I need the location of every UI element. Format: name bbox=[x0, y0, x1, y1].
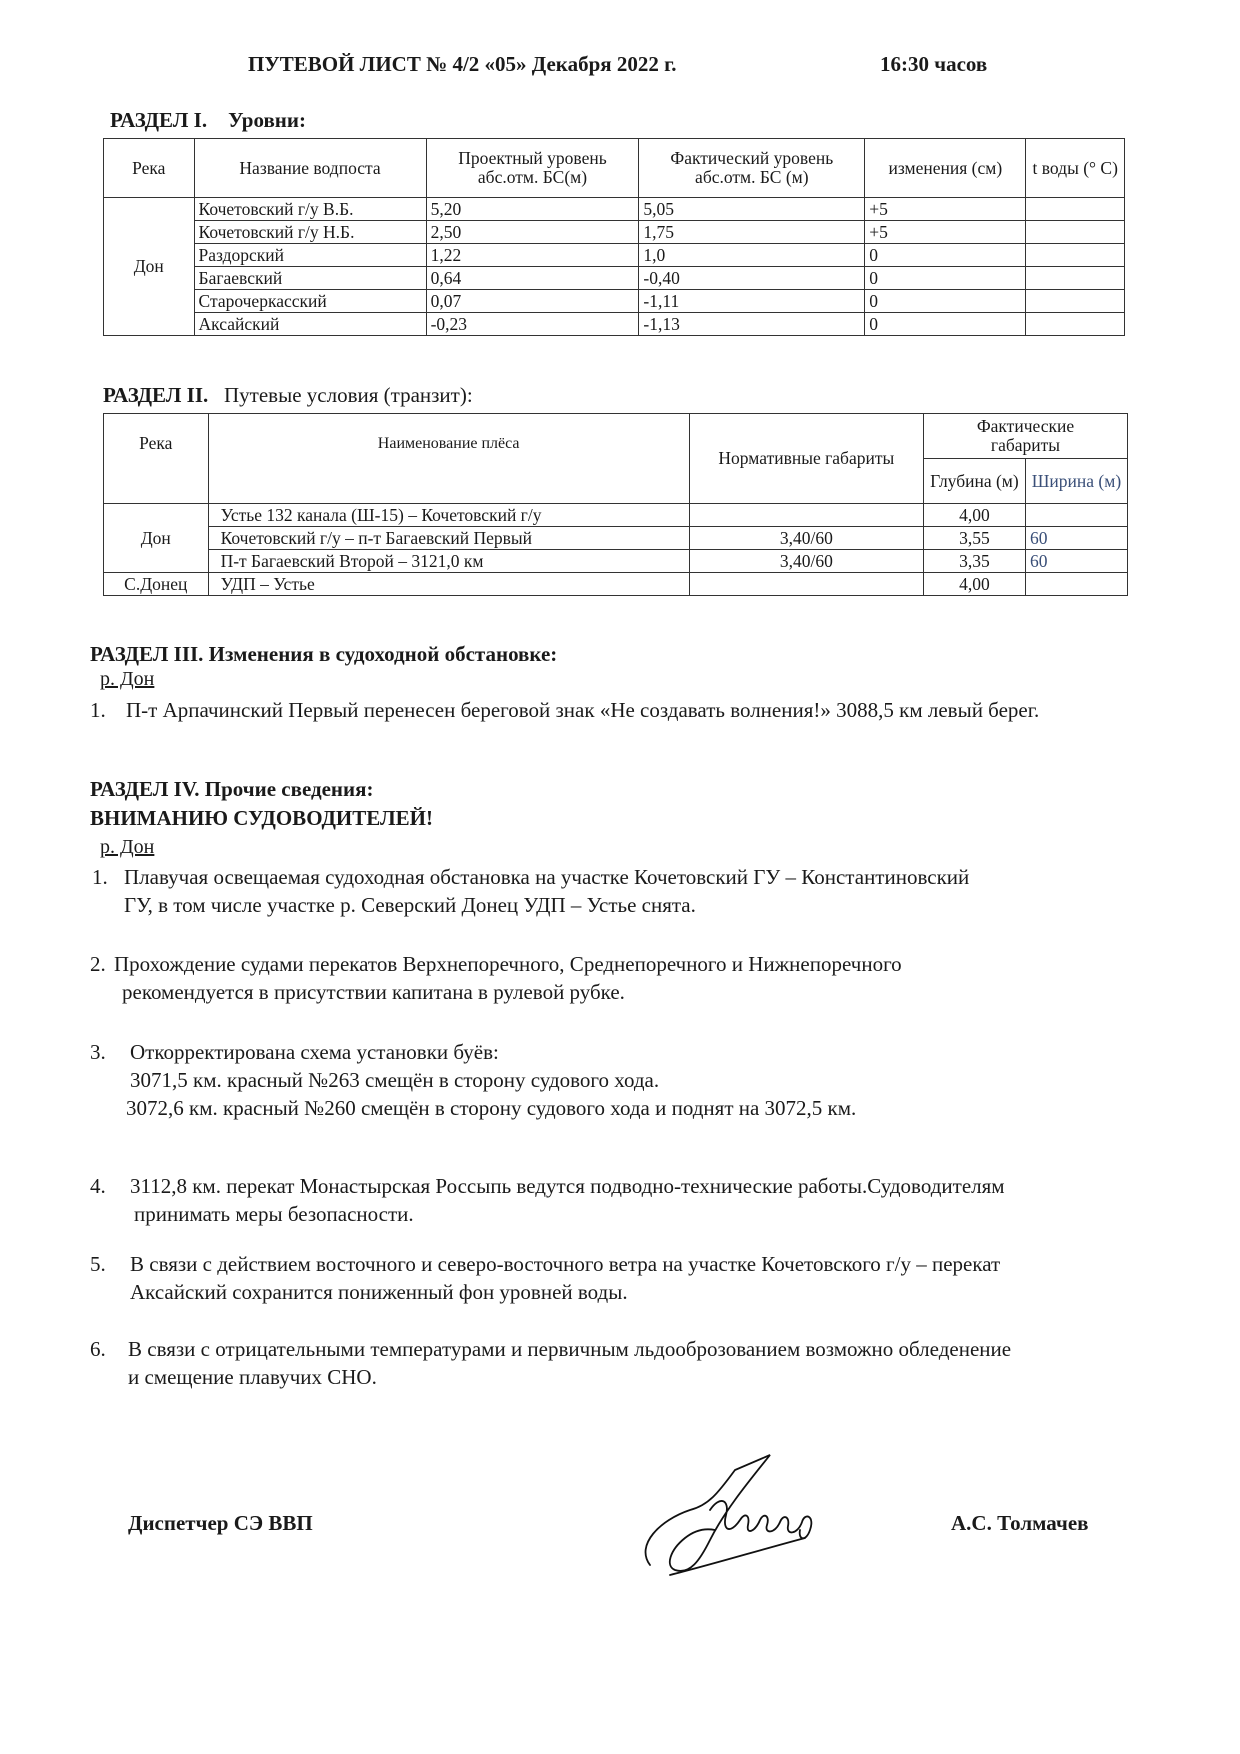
design-cell: -0,23 bbox=[426, 313, 639, 336]
depth-cell: 4,00 bbox=[923, 573, 1025, 596]
table-row bbox=[104, 313, 1125, 336]
header-reach: Наименование плёса bbox=[208, 414, 689, 504]
temp-cell bbox=[1026, 313, 1125, 336]
list-item-number: 6. bbox=[90, 1337, 106, 1361]
table-row bbox=[104, 573, 1128, 596]
attention-heading: ВНИМАНИЮ СУДОВОДИТЕЛЕЙ! bbox=[90, 806, 433, 830]
section4-river: р. Дон bbox=[100, 836, 155, 858]
change-cell: +5 bbox=[865, 221, 1026, 244]
norm-cell bbox=[689, 504, 923, 527]
list-item-line: и смещение плавучих СНО. bbox=[128, 1365, 377, 1389]
norm-cell: 3,40/60 bbox=[689, 527, 923, 550]
header-actual-dims: Фактические габариты bbox=[923, 414, 1127, 459]
list-item-number: 3. bbox=[90, 1040, 106, 1064]
norm-cell: 3,40/60 bbox=[689, 550, 923, 573]
header-actual-level: Фактический уровень абс.отм. БС (м) bbox=[639, 139, 865, 198]
depth-cell: 4,00 bbox=[923, 504, 1025, 527]
design-cell: 2,50 bbox=[426, 221, 639, 244]
table-row bbox=[104, 527, 1128, 550]
actual-cell: 1,0 bbox=[639, 244, 865, 267]
temp-cell bbox=[1026, 244, 1125, 267]
levels-table bbox=[103, 138, 1125, 336]
post-cell: Старочеркасский bbox=[194, 290, 426, 313]
list-item-line: Прохождение судами перекатов Верхнепоречного, Среднепоречного и Нижнепоречного bbox=[114, 952, 902, 976]
temp-cell bbox=[1026, 267, 1125, 290]
list-item: П-т Арпачинский Первый перенесен береговой знак «Не создавать волнения!» 3088,5 км левый берег. bbox=[126, 698, 1040, 722]
list-item-line: В связи с отрицательными температурами и первичным льдооброзованием возможно обледенение bbox=[128, 1337, 1012, 1361]
signature bbox=[630, 1450, 850, 1590]
reach-cell: Устье 132 канала (Ш-15) – Кочетовский г/у bbox=[208, 504, 689, 527]
design-cell: 0,64 bbox=[426, 267, 639, 290]
actual-cell: -0,40 bbox=[639, 267, 865, 290]
list-item-number: 4. bbox=[90, 1174, 106, 1198]
post-cell: Раздорский bbox=[194, 244, 426, 267]
document-title: ПУТЕВОЙ ЛИСТ № 4/2 «05» Декабря 2022 г. bbox=[248, 52, 677, 76]
post-cell: Аксайский bbox=[194, 313, 426, 336]
reach-cell: УДП – Устье bbox=[208, 573, 689, 596]
temp-cell bbox=[1026, 221, 1125, 244]
section4-title: РАЗДЕЛ IV. Прочие сведения: bbox=[90, 777, 374, 801]
reach-cell: Кочетовский г/у – п-т Багаевский Первый bbox=[208, 527, 689, 550]
post-cell: Кочетовский г/у В.Б. bbox=[194, 198, 426, 221]
list-item-number: 2. bbox=[90, 952, 106, 976]
change-cell: 0 bbox=[865, 290, 1026, 313]
width-cell: 60 bbox=[1025, 550, 1127, 573]
list-item-number: 1. bbox=[90, 698, 106, 722]
section2-label: РАЗДЕЛ II. bbox=[103, 383, 209, 407]
route-conditions-table bbox=[103, 413, 1128, 596]
actual-cell: 5,05 bbox=[639, 198, 865, 221]
actual-cell: -1,13 bbox=[639, 313, 865, 336]
design-cell: 0,07 bbox=[426, 290, 639, 313]
change-cell: +5 bbox=[865, 198, 1026, 221]
post-cell: Багаевский bbox=[194, 267, 426, 290]
header-norm: Нормативные габариты bbox=[689, 414, 923, 504]
width-cell bbox=[1025, 504, 1127, 527]
design-cell: 5,20 bbox=[426, 198, 639, 221]
table-row bbox=[104, 550, 1128, 573]
river-cell: Дон bbox=[104, 504, 209, 573]
section1-label: РАЗДЕЛ I. bbox=[110, 108, 208, 132]
design-cell: 1,22 bbox=[426, 244, 639, 267]
table-row bbox=[104, 267, 1125, 290]
signatory-position: Диспетчер СЭ ВВП bbox=[128, 1511, 313, 1535]
list-item-number: 5. bbox=[90, 1252, 106, 1276]
norm-cell bbox=[689, 573, 923, 596]
change-cell: 0 bbox=[865, 313, 1026, 336]
river-cell: С.Донец bbox=[104, 573, 209, 596]
section3-title: РАЗДЕЛ III. Изменения в судоходной обстановке: bbox=[90, 642, 558, 666]
levels-header-row bbox=[104, 139, 1125, 198]
temp-cell bbox=[1026, 198, 1125, 221]
table-row bbox=[104, 198, 1125, 221]
width-cell bbox=[1025, 573, 1127, 596]
header-river: Река bbox=[104, 414, 209, 504]
section1-title: Уровни: bbox=[228, 108, 306, 132]
header-depth: Глубина (м) bbox=[923, 459, 1025, 504]
list-item-line: ГУ, в том числе участке р. Северский Донец УДП – Устье снята. bbox=[124, 893, 696, 917]
actual-cell: -1,11 bbox=[639, 290, 865, 313]
table-row bbox=[104, 244, 1125, 267]
post-cell: Кочетовский г/у Н.Б. bbox=[194, 221, 426, 244]
river-cell: Дон bbox=[104, 198, 195, 336]
header-change: изменения (см) bbox=[865, 139, 1026, 198]
section2-title: Путевые условия (транзит): bbox=[224, 383, 473, 407]
reach-cell: П-т Багаевский Второй – 3121,0 км bbox=[208, 550, 689, 573]
list-item-line: рекомендуется в присутствии капитана в рулевой рубке. bbox=[122, 980, 625, 1004]
header-design-level: Проектный уровень абс.отм. БС(м) bbox=[426, 139, 639, 198]
header-river: Река bbox=[104, 139, 195, 198]
table-row bbox=[104, 504, 1128, 527]
list-item-line: принимать меры безопасности. bbox=[134, 1202, 414, 1226]
actual-cell: 1,75 bbox=[639, 221, 865, 244]
list-item-line: 3072,6 км. красный №260 смещён в сторону судового хода и поднят на 3072,5 км. bbox=[126, 1096, 857, 1120]
table-row bbox=[104, 221, 1125, 244]
list-item-line: Аксайский сохранится пониженный фон уровней воды. bbox=[130, 1280, 628, 1304]
depth-cell: 3,35 bbox=[923, 550, 1025, 573]
width-cell: 60 bbox=[1025, 527, 1127, 550]
list-item-line: 3071,5 км. красный №263 смещён в сторону судового хода. bbox=[130, 1068, 660, 1092]
header-width: Ширина (м) bbox=[1025, 459, 1127, 504]
route-header-row bbox=[104, 414, 1128, 459]
signatory-name: А.С. Толмачев bbox=[951, 1511, 1089, 1535]
table-row bbox=[104, 290, 1125, 313]
list-item-line: Плавучая освещаемая судоходная обстановка на участке Кочетовский ГУ – Константиновский bbox=[124, 865, 970, 889]
temp-cell bbox=[1026, 290, 1125, 313]
change-cell: 0 bbox=[865, 244, 1026, 267]
header-water-temp: t воды (° С) bbox=[1026, 139, 1125, 198]
list-item-line: В связи с действием восточного и северо-восточного ветра на участке Кочетовского г/у – перекат bbox=[130, 1252, 1001, 1276]
section1-heading bbox=[110, 108, 306, 133]
section3-river: р. Дон bbox=[100, 668, 155, 690]
depth-cell: 3,55 bbox=[923, 527, 1025, 550]
list-item-line: 3112,8 км. перекат Монастырская Россыпь ведутся подводно-технические работы.Судоводителям bbox=[130, 1174, 1005, 1198]
change-cell: 0 bbox=[865, 267, 1026, 290]
list-item-line: Откорректирована схема установки буёв: bbox=[130, 1040, 499, 1064]
document-time: 16:30 часов bbox=[880, 52, 988, 76]
section2-heading bbox=[103, 383, 473, 408]
list-item-number: 1. bbox=[92, 865, 108, 889]
header-post: Название водпоста bbox=[194, 139, 426, 198]
